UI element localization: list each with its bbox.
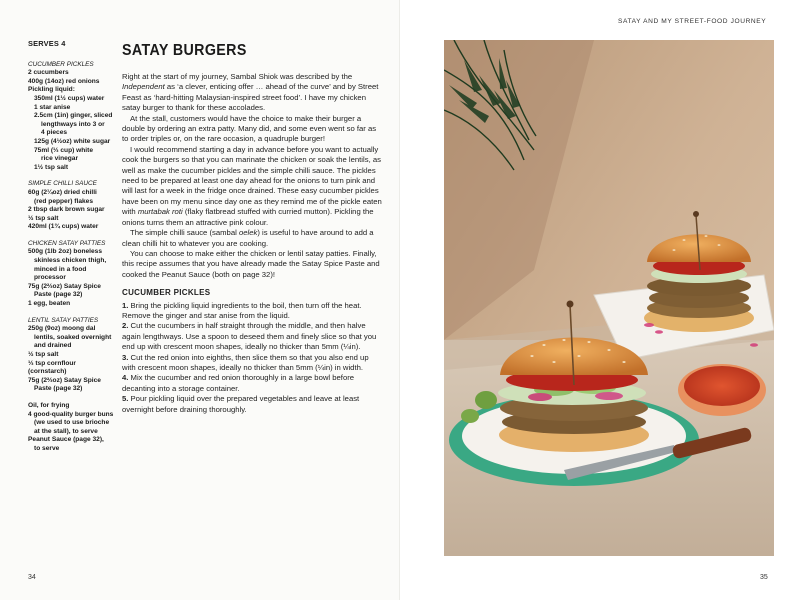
ingredient-line: 4 good-quality burger buns xyxy=(28,410,114,418)
ingredient-line: 75ml (⅓ cup) white xyxy=(34,146,93,154)
running-head: SATAY AND MY STREET-FOOD JOURNEY xyxy=(618,18,767,25)
ingredient-line: processor xyxy=(34,274,66,282)
ingredient-line: 75g (2⅔oz) Satay Spice xyxy=(28,376,101,384)
step-number: 3. xyxy=(122,352,129,362)
step-number: 2. xyxy=(122,321,129,331)
chilli-sauce-bowl xyxy=(678,364,766,416)
ingredient-line: 125g (4½oz) white sugar xyxy=(34,137,111,145)
ingredient-line: 350ml (1½ cups) water xyxy=(34,94,105,102)
method-heading: CUCUMBER PICKLES xyxy=(122,288,211,298)
ingredient-line: skinless chicken thigh, xyxy=(34,257,107,265)
method-step xyxy=(122,373,382,394)
step-number: 5. xyxy=(122,394,129,404)
ingredient-line: ⅓ tsp cornflour (cornstarch) xyxy=(28,359,76,376)
ingredient-line: 2 tbsp dark brown sugar xyxy=(28,206,105,214)
ingredient-line: 60g (2¼oz) dried chilli xyxy=(28,188,97,196)
ingredient-line: 2 cucumbers xyxy=(28,69,69,77)
ingredient-line: 4 pieces xyxy=(41,129,68,137)
ingredient-line: 1 egg, beaten xyxy=(28,300,71,308)
method-step xyxy=(122,301,382,322)
method-steps xyxy=(122,301,382,415)
ingredient-line: (red pepper) flakes xyxy=(34,197,93,205)
ingredient-line: Paste (page 32) xyxy=(34,291,83,299)
step-text: Bring the pickling liquid ingredients to the boil, then turn off the heat. Remove the ginger and star anise from the liquid. xyxy=(122,300,362,320)
ingredient-group-heading: SIMPLE CHILLI SAUCE xyxy=(28,180,97,188)
ingredient-line: 400g (14oz) red onions xyxy=(28,77,100,85)
ingredient-group-heading: LENTIL SATAY PATTIES xyxy=(28,316,99,324)
step-text: Cut the red onion into eighths, then slice them so that you also end up with crescent moon shapes, ideally no thicker than 5mm (¼in) in width. xyxy=(122,352,369,372)
ingredient-line: Paste (page 32) xyxy=(34,385,83,393)
ingredient-line: 2.5cm (1in) ginger, sliced xyxy=(34,112,113,120)
ingredient-group-heading: CUCUMBER PICKLES xyxy=(28,60,94,68)
recipe-title: SATAY BURGERS xyxy=(122,42,247,59)
ingredient-spacer xyxy=(28,394,116,402)
intro-paragraph-4: The simple chilli sauce (sambal oelek) is useful to have around to add a clean chilli hit to whatever you are cooking. xyxy=(122,228,374,248)
ingredient-line: to serve xyxy=(34,444,60,452)
page-number-right: 35 xyxy=(760,574,768,581)
ingredient-line: at the stall), to serve xyxy=(34,427,98,435)
ingredient-line: rice vinegar xyxy=(41,155,79,163)
ingredient-line: 1 star anise xyxy=(34,103,71,111)
method-step xyxy=(122,353,382,374)
ingredient-line: (we used to use brioche xyxy=(34,419,110,427)
ingredient-line: ½ tsp salt xyxy=(28,214,59,222)
ingredient-line: minced in a food xyxy=(34,265,87,273)
method-step xyxy=(122,394,382,415)
ingredients-column xyxy=(28,40,116,454)
ingredient-line: lentils, soaked overnight xyxy=(34,333,112,341)
burger-photo xyxy=(444,40,774,556)
ingredient-line: Peanut Sauce (page 32), xyxy=(28,436,104,444)
pickle-slice xyxy=(461,409,479,423)
step-text: Pour pickling liquid over the prepared vegetables and leave at least overnight before draining thoroughly. xyxy=(122,394,360,414)
step-number: 1. xyxy=(122,300,129,310)
ingredient-group-heading: CHICKEN SATAY PATTIES xyxy=(28,239,106,247)
step-number: 4. xyxy=(122,373,129,383)
ingredient-line: 75g (2⅔oz) Satay Spice xyxy=(28,282,101,290)
step-text: Cut the cucumbers in half straight through the middle, and then halve again lengthways. Use a spoon to deseed them and finely slice so that you end up with crescent moon shapes, ideally no thicker than 5mm (¼in). xyxy=(122,321,377,352)
ingredient-line: Pickling liquid: xyxy=(28,86,75,94)
recipe-body xyxy=(122,72,382,415)
ingredients-list xyxy=(28,61,116,454)
ingredient-line: Oil, for frying xyxy=(28,401,70,409)
intro-paragraph-5: You can choose to make either the chicken or lentil satay patties. Finally, this recipe assumes that you have already made the Satay Spice Paste and cooked the Peanut Sauce (both on page 32)! xyxy=(122,248,380,279)
intro-paragraph-1: Right at the start of my journey, Sambal Shiok was described by the Independent as ‘a clever, enticing offer … ahead of the curve’ and by Street Feast as ‘hard-hitting Malaysian-inspired street food’. I have my chicken satay burger to thank for these accolades. xyxy=(122,72,379,113)
intro-paragraph-2: At the stall, customers would have the choice to make their burger a double by ordering an extra patty. Many did, and some even went so far as to order triples or, on the rare occasion, a quadruple burger! xyxy=(122,113,377,144)
pickle-slice xyxy=(475,391,497,409)
ingredient-line: lengthways into 3 or xyxy=(41,120,105,128)
burger-illustration xyxy=(444,40,774,556)
ingredient-line: ½ tsp salt xyxy=(28,351,59,358)
ingredient-line: and drained xyxy=(34,342,72,350)
ingredient-line: 500g (1lb 2oz) boneless xyxy=(28,248,103,256)
ingredient-line: 250g (9oz) moong dal xyxy=(28,325,96,333)
step-text: Mix the cucumber and red onion thoroughly in a large bowl before decanting into a storage container. xyxy=(122,373,355,393)
ingredient-line: 1½ tsp salt xyxy=(34,163,69,171)
method-step xyxy=(122,321,382,352)
page-number-left: 34 xyxy=(28,574,36,581)
intro-paragraph-3: I would recommend starting a day in advance before you want to actually cook the burgers so that you can marinate the chicken or soak the lentils, as well as make the cucumber pickles and the simple chilli sauce. The pickles need to be prepared at least one day ahead for the onions to turn pink and will last for a week in the fridge once drained. These easy cucumber pickles have been on my menu since day one as they remind me of the pickle eaten with murtabak roti (flaky flatbread stuffed with curried mutton). Pickling the onions turns them an attractive pink colour. xyxy=(122,144,382,227)
serves-label: SERVES 4 xyxy=(28,39,66,48)
ingredient-line: 420ml (1¾ cups) water xyxy=(28,223,99,231)
